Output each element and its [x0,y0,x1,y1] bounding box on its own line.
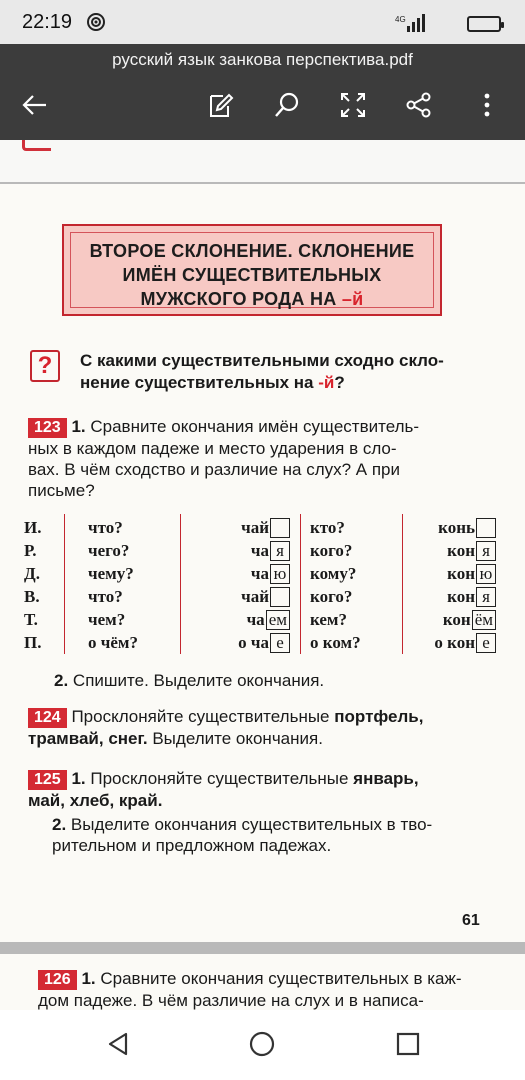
case-question: кого? [310,541,353,560]
more-icon[interactable] [472,90,502,120]
ending-box: я [476,587,496,607]
word-cell [396,587,496,607]
search-icon[interactable] [272,90,302,120]
next-page-fragment [0,954,525,1010]
exercise-125-part-2-text: Выделите окончания существительных в тво- рительном и предложном падежах. [52,815,433,855]
exercise-124 [28,706,498,749]
title-ending: –й [341,289,364,309]
word-cell [396,541,496,561]
ending-box: я [270,541,290,561]
ending-box: ем [266,610,290,630]
exercise-123-text: Сравните окончания имён существитель- ных в каждом падеже и место ударения в сло- вах. В чём сходство и различие на слух? А при письме? [28,417,420,500]
case-question: кто? [310,518,345,537]
exercise-124-words: портфель, трамвай, снег. [28,707,424,748]
word-cell [396,633,496,653]
exercise-126 [38,968,498,1010]
word-cell [184,610,290,630]
case-question: что? [88,587,123,606]
title-line-3-wrap [71,287,433,311]
word-stem: о ча [238,633,269,652]
declension-row [24,564,499,586]
exercise-124-text: Просклоняйте существительные [71,707,330,726]
case-question: кого? [310,587,353,606]
title-line-3: МУЖСКОГО РОДА НА [140,289,337,309]
word-stem: кон [442,610,471,629]
word-stem: кон [447,587,475,606]
declension-row [24,518,499,540]
word-cell [184,518,290,538]
exercise-126-text: Сравните окончания существительных в каж- дом падеже. В чём различие на слух и в написа- [38,969,462,1010]
word-cell [184,564,290,584]
system-nav-bar [0,1010,525,1080]
part-label: 1. [71,417,86,436]
word-stem: ча [250,564,269,583]
exercise-number: 125 [28,770,67,790]
exercise-125 [28,768,498,811]
word-stem: о кон [434,633,475,652]
exercise-125-text: Просклоняйте существительные [90,769,349,788]
exercise-123-part-2-text: Спишите. Выделите окончания. [72,671,325,690]
word-cell [184,633,290,653]
exercise-125-part-2 [52,814,498,856]
status-bar [0,0,525,44]
ending-box [270,587,290,607]
case-label: В. [24,587,40,606]
case-question: чему? [88,564,134,583]
word-cell [396,564,496,584]
question-mark-icon: ? [30,350,60,382]
app-bar [0,44,525,140]
exercise-125-words: январь, май, хлеб, край. [28,769,419,810]
part-label: 2. [52,815,67,834]
word-stem: чай [241,587,269,606]
recents-square-icon[interactable] [394,1030,422,1058]
exercise-123-part-2 [54,670,524,691]
question-ending: -й [318,373,335,392]
ending-box: е [270,633,290,653]
part-label: 1. [71,769,86,788]
case-label: П. [24,633,42,652]
fullscreen-icon[interactable] [338,90,368,120]
word-cell [396,610,496,630]
exercise-124-tail: Выделите окончания. [152,729,323,748]
exercise-123 [28,416,498,501]
ending-box: ю [476,564,496,584]
word-stem: кон [447,541,475,560]
case-question: кем? [310,610,347,629]
section-title [70,232,434,308]
case-question: о чём? [88,633,138,652]
ending-box [476,518,496,538]
question-body: С какими существительными сходно скло- нение существительных на [80,351,444,392]
word-cell [396,518,496,538]
word-stem: ча [246,610,265,629]
word-stem: конь [438,518,475,537]
word-stem: чай [241,518,269,537]
declension-row [24,633,499,655]
question-text [80,350,500,394]
ending-box: я [476,541,496,561]
back-triangle-icon[interactable] [104,1030,132,1058]
pdf-page [0,184,525,942]
signal-label: 4G [395,15,406,24]
battery-icon [467,16,501,32]
home-circle-icon[interactable] [248,1030,276,1058]
edit-icon[interactable] [206,90,236,120]
previous-page-fragment [0,140,525,182]
share-icon[interactable] [404,90,434,120]
ending-box: е [476,633,496,653]
hotspot-icon [86,12,106,32]
section-title-box [62,224,442,316]
word-cell [184,541,290,561]
declension-row [24,610,499,632]
signal-icon [395,14,425,32]
word-cell [184,587,290,607]
pdf-viewer[interactable] [0,140,525,1010]
document-title: русский язык занкова перспектива.pdf [112,50,413,69]
case-label: Р. [24,541,37,560]
declension-row [24,587,499,609]
case-question: о ком? [310,633,361,652]
back-arrow-icon[interactable] [20,90,50,120]
word-stem: ча [250,541,269,560]
declension-row [24,541,499,563]
page-number: 61 [462,912,480,929]
part-label: 1. [81,969,96,988]
status-time: 22:19 [22,11,73,33]
word-stem: кон [447,564,475,583]
ending-box [270,518,290,538]
title-line-1: ВТОРОЕ СКЛОНЕНИЕ. СКЛОНЕНИЕ [89,241,415,261]
case-question: кому? [310,564,357,583]
red-corner-mark [22,140,51,151]
ending-box: ём [472,610,496,630]
exercise-number: 126 [38,970,77,990]
title-line-2: ИМЁН СУЩЕСТВИТЕЛЬНЫХ [122,265,382,285]
part-label: 2. [54,671,69,690]
case-label: И. [24,518,42,537]
case-label: Д. [24,564,40,583]
case-question: чего? [88,541,130,560]
case-label: Т. [24,610,38,629]
case-question: что? [88,518,123,537]
exercise-number: 124 [28,708,67,728]
question-tail: ? [334,373,345,392]
case-question: чем? [88,610,126,629]
ending-box: ю [270,564,290,584]
exercise-number: 123 [28,418,67,438]
